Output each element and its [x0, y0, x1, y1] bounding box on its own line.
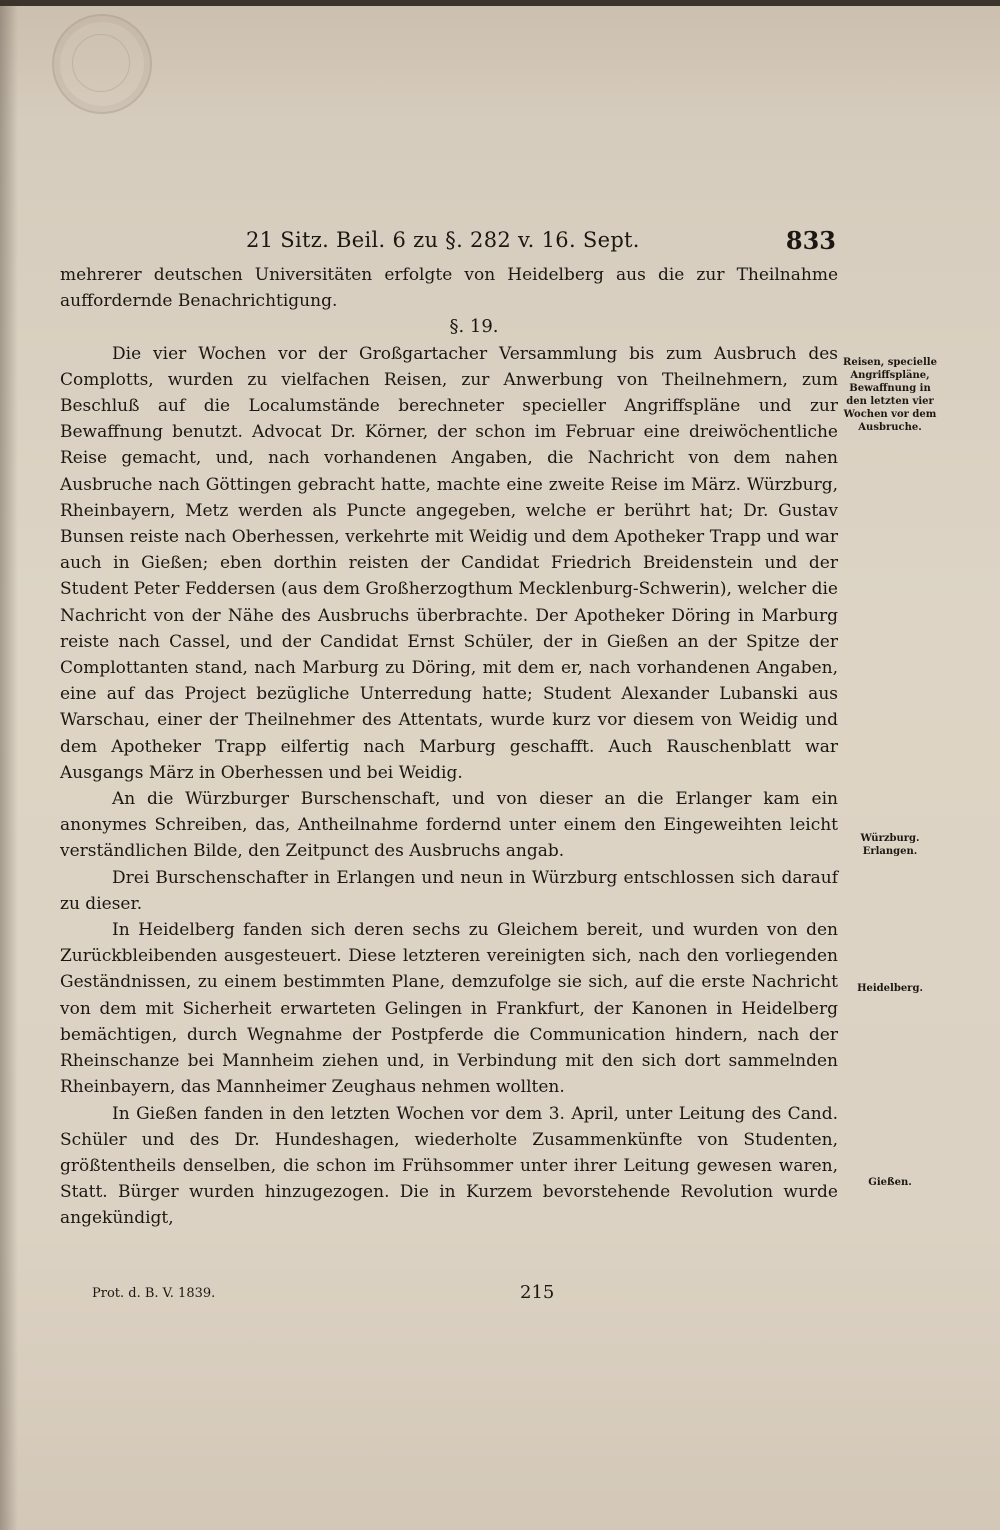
library-stamp-inner — [72, 34, 130, 92]
scan-top-edge — [0, 0, 1000, 6]
page-number: 833 — [785, 226, 836, 255]
paragraph-continuation: mehrerer deutschen Universitäten erfolgte von Heidelberg aus die zur Theilnahme auffordernde Benachrichtigung. — [60, 265, 838, 312]
sheet-number: 215 — [520, 1282, 555, 1303]
margin-note: Heidelberg. — [857, 983, 923, 994]
running-head — [60, 226, 840, 258]
section-heading: §. 19. — [449, 316, 499, 338]
binding-shadow — [0, 0, 18, 1530]
paragraph: An die Würzburger Burschenschaft, und von dieser an die Erlanger kam ein anonymes Schreiben, das, Antheilnahme fordernd unter einem den Eingeweihten leicht verständlichen Bilde, den Zeitpunct des Ausbruchs angab. — [60, 789, 838, 862]
margin-note: Würzburg. Erlangen. — [860, 833, 920, 857]
running-title: 21 Sitz. Beil. 6 zu §. 282 v. 16. Sept. — [246, 228, 640, 252]
paragraph: Drei Burschenschafter in Erlangen und neun in Würzburg entschlossen sich darauf zu dieser. — [60, 867, 838, 914]
paragraph: In Heidelberg fanden sich deren sechs zu Gleichem bereit, und wurden von den Zurückbleibenden ausgesteuert. Diese letzteren vereinigten sich, nach den vorliegenden Geständnissen, zu einem bestimmten Plane, demzufolge sie sich, auf die erste Nachricht von dem mit Sicherheit erwarteten Gelingen in Frankfurt, der Kanonen in Heidelberg bemächtigen, durch Wegnahme der Postpferde die Communication hindern, nach der Rheinschanze bei Mannheim ziehen und, in Verbindung mit den sich dort sammelnden Rheinbayern, das Mannheimer Zeughaus nehmen wollten. — [60, 920, 838, 1098]
paragraph: In Gießen fanden in den letzten Wochen vor dem 3. April, unter Leitung des Cand. Schüler und des Dr. Hundeshagen, wiederholte Zusammenkünfte von Studenten, größtentheils denselben, die schon im Frühsommer unter ihrer Leitung gewesen waren, Statt. Bürger wurden hinzugezogen. Die in Kurzem bevorstehende Revolution wurde angekündigt, — [60, 1103, 838, 1229]
margin-note: Gießen. — [868, 1177, 912, 1188]
margin-note: Reisen, specielle Angriffspläne, Bewaffnung in den letzten vier Wochen vor dem Ausbruche. — [843, 357, 937, 433]
paragraph: Die vier Wochen vor der Großgartacher Versammlung bis zum Ausbruch des Complotts, wurden zu vielfachen Reisen, zur Anwerbung von Theilnehmern, zum Beschluß auf die Localumstände berechneter specieller Angriffspläne und zur Bewaffnung benutzt. Advocat Dr. Körner, der schon im Februar eine dreiwöchentliche Reise gemacht, und, nach vorhandenen Angaben, die Nachricht von dem nahen Ausbruche nach Göttingen gebracht hatte, machte eine zweite Reise im März. Würzburg, Rheinbayern, Metz werden als Puncte angegeben, welche er berührt hat; Dr. Gustav Bunsen reiste nach Oberhessen, verkehrte mit Weidig und dem Apotheker Trapp und war auch in Gießen; eben dorthin reisten der Candidat Friedrich Breidenstein und der Student Peter Feddersen (aus dem Großherzogthum Mecklenburg-Schwerin), welcher die Nachricht von der Nähe des Ausbruchs überbrachte. Der Apotheker Döring in Marburg reiste nach Cassel, und der Candidat Ernst Schüler, der in Gießen an der Spitze der Complottanten stand, nach Marburg zu Döring, mit dem er, nach vorhandenen Angaben, eine auf das Project bezügliche Unterredung hatte; Student Alexander Lubanski aus Warschau, einer der Theilnehmer des Attentats, wurde kurz vor diesem von Weidig und dem Apotheker Trapp eilfertig nach Marburg geschafft. Auch Rauschenblatt war Ausgangs März in Oberhessen und bei Weidig. — [60, 343, 838, 783]
footer-signature: Prot. d. B. V. 1839. — [92, 1286, 216, 1301]
body-text — [60, 262, 838, 1232]
library-stamp — [52, 14, 152, 114]
